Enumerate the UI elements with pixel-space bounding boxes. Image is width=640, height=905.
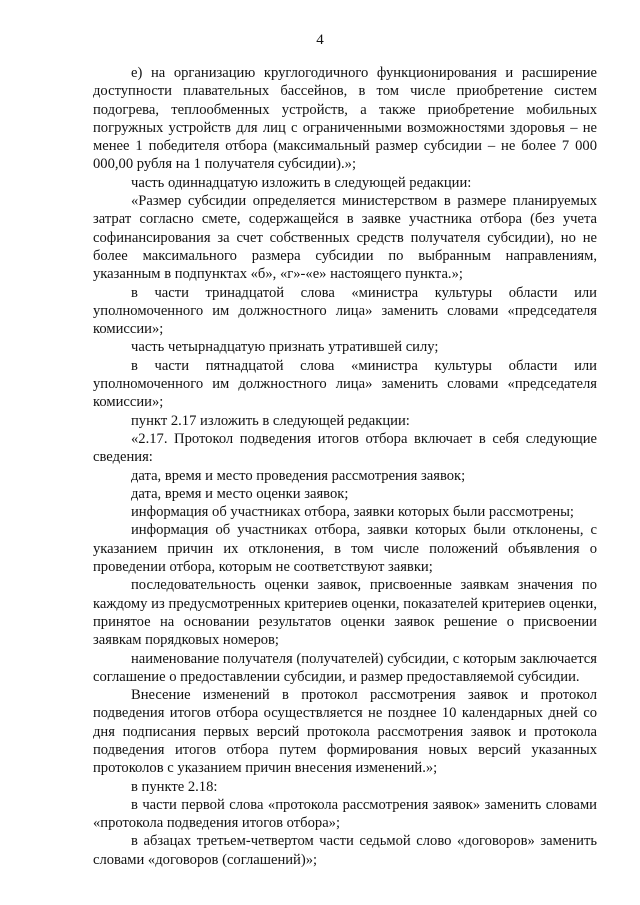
- paragraph-part-eleven: часть одиннадцатую изложить в следующей редакции:: [131, 174, 472, 191]
- list-item-evaluation-sequence: последовательность оценки заявок, присвоенные заявкам значения по каждому из предусмотренных критериев оценки, показателей критериев оценки, принятое на основании результатов оценки заявок решение о присвоении заявкам порядковых номеров;: [93, 577, 597, 649]
- list-item-evaluation-date: дата, время и место оценки заявок;: [131, 485, 349, 502]
- document-body: [93, 64, 597, 869]
- paragraph-subsidy-size: «Размер субсидии определяется министерством в размере планируемых затрат согласно смете, содержащейся в заявке участника отбора (без учета софинансирования за счет собственных средств получателя субсидии), но не более максимального размера субсидии по выбранным направлениям, указанным в подпунктах «б», «г»-«е» настоящего пункта.»;: [93, 193, 597, 283]
- list-item-reviewed-participants: информация об участниках отбора, заявки которых были рассмотрены;: [131, 504, 574, 521]
- paragraph-protocol-amendments: Внесение изменений в протокол рассмотрения заявок и протокол подведения итогов отбора осуществляется не позднее 10 календарных дней со дня подписания первых версий протокола рассмотрения заявок и протокола подведения итогов отбора путем формирования новых версий указанных протоколов с указанием причин внесения изменений.»;: [93, 687, 597, 777]
- list-item-review-date: дата, время и место проведения рассмотрения заявок;: [131, 467, 466, 484]
- paragraph-part-one: в части первой слова «протокола рассмотрения заявок» заменить словами «протокола подведения итогов отбора»;: [93, 796, 597, 832]
- paragraph-part-fifteen: в части пятнадцатой слова «министра культуры области или уполномоченного им должностного лица» заменить словами «председателя комиссии»;: [93, 357, 597, 411]
- paragraph-part-fourteen: часть четырнадцатую признать утратившей силу;: [131, 339, 439, 356]
- paragraph-item-2-18: в пункте 2.18:: [131, 778, 218, 795]
- list-item-recipient-name: наименование получателя (получателей) субсидии, с которым заключается соглашение о предоставлении субсидии, и размер предоставляемой субсидии.: [93, 650, 597, 685]
- paragraph-e-pools: е) на организацию круглогодичного функционирования и расширение доступности плавательных бассейнов, в том числе приобретение систем подогрева, теплообменных устройств, а также приобретение мобильных погружных устройств для лиц с ограниченными возможностями здоровья – не менее 1 победителя отбора (максимальный размер субсидии – не более 7 000 000,00 рубля на 1 получателя субсидии).»;: [93, 65, 597, 173]
- paragraph-part-seven: в абзацах третьем-четвертом части седьмой слово «договоров» заменить словами «договоров (соглашений)»;: [93, 833, 597, 868]
- paragraph-protocol-contents: «2.17. Протокол подведения итогов отбора включает в себя следующие сведения:: [93, 430, 597, 466]
- paragraph-part-thirteen: в части тринадцатой слова «министра культуры области или уполномоченного им должностного лица» заменить словами «председателя комиссии»;: [93, 284, 597, 338]
- page-number: 4: [316, 32, 324, 48]
- paragraph-item-2-17: пункт 2.17 изложить в следующей редакции:: [131, 412, 410, 429]
- list-item-rejected-participants: информация об участниках отбора, заявки которых были отклонены, с указанием причин их отклонения, в том числе положений объявления о проведении отбора, которым не соответствуют заявки;: [93, 522, 597, 576]
